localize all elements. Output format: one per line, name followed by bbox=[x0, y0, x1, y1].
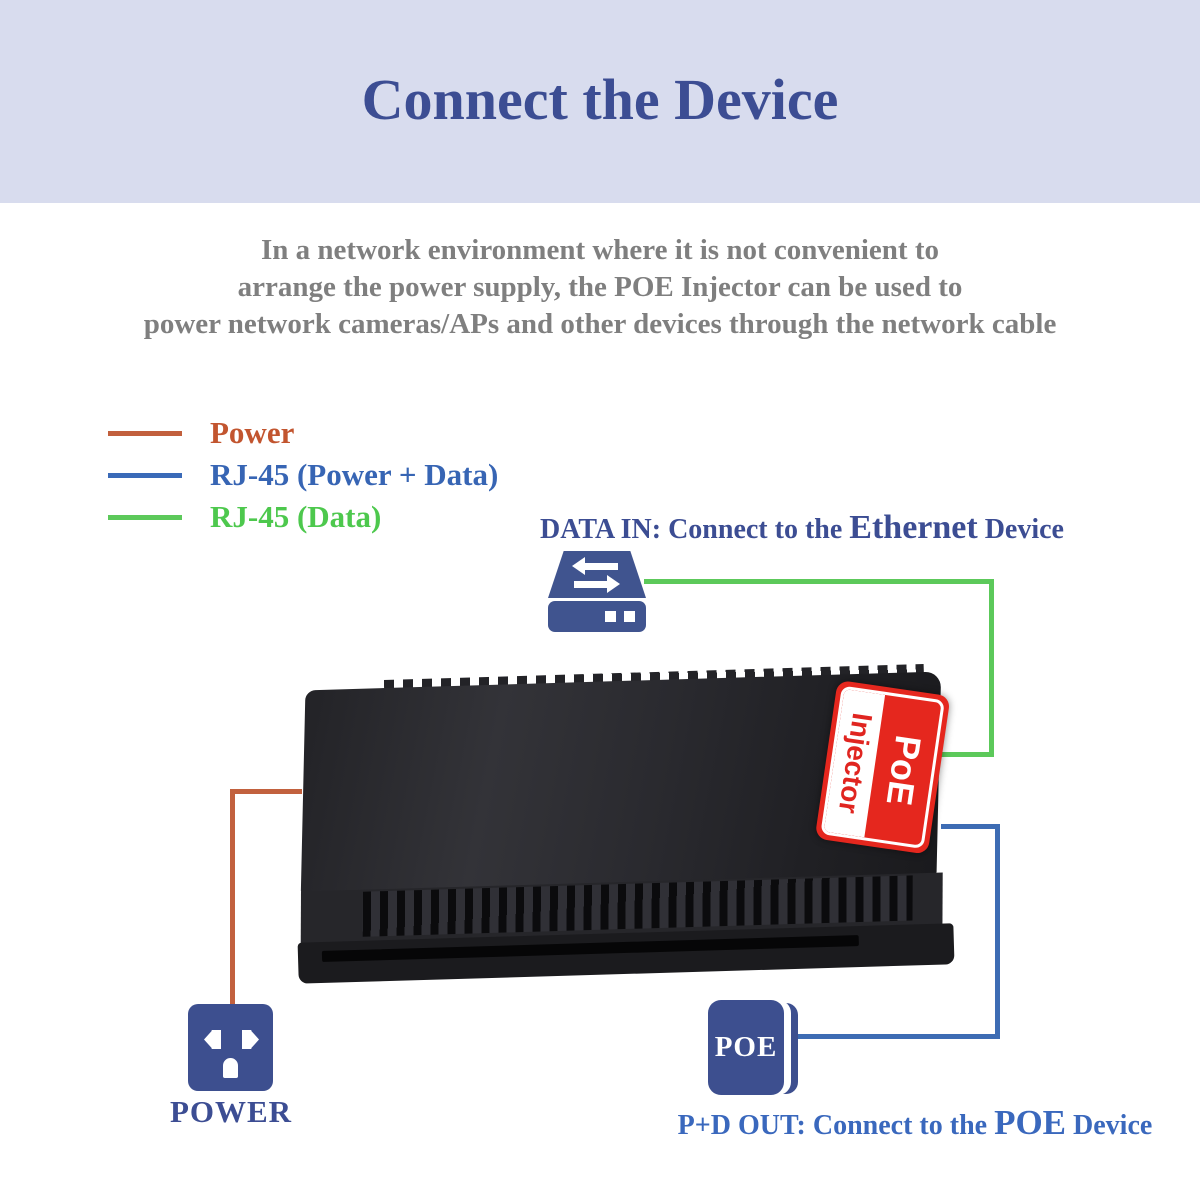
legend bbox=[108, 412, 498, 538]
switch-port-icon bbox=[605, 611, 616, 622]
intro-paragraph bbox=[0, 232, 1200, 343]
power-caption: POWER bbox=[169, 1094, 293, 1129]
legend-row-power bbox=[108, 412, 498, 454]
legend-label-rj45-power-data: RJ-45 (Power + Data) bbox=[210, 457, 499, 492]
data-in-caption-suffix: Device bbox=[977, 514, 1064, 545]
data-in-caption-prefix: DATA IN: Connect to the bbox=[540, 514, 850, 545]
intro-line-2: arrange the power supply, the POE Injector can be used to bbox=[237, 271, 963, 303]
outlet-slot-left bbox=[204, 1030, 221, 1049]
data-cable-horizontal-top bbox=[644, 579, 994, 584]
data-in-caption bbox=[540, 509, 1064, 547]
ethernet-switch-icon bbox=[548, 551, 646, 632]
legend-row-rj45-data bbox=[108, 496, 498, 538]
pd-out-caption-prefix: P+D OUT: Connect to the bbox=[677, 1110, 995, 1141]
page-title: Connect the Device bbox=[361, 67, 839, 132]
data-in-caption-emphasis: Ethernet bbox=[849, 509, 978, 546]
device-base-groove bbox=[322, 935, 859, 962]
switch-top-face bbox=[548, 551, 646, 598]
legend-row-rj45-power-data bbox=[108, 454, 498, 496]
outlet-slot-right bbox=[242, 1030, 259, 1049]
pd-out-caption-emphasis: POE bbox=[994, 1103, 1067, 1142]
poe-box-label: POE bbox=[714, 1031, 778, 1063]
legend-label-rj45-data: RJ-45 (Data) bbox=[210, 499, 382, 534]
power-cable-vertical bbox=[230, 789, 235, 1007]
switch-front-face bbox=[548, 601, 646, 632]
power-outlet-icon bbox=[188, 1004, 273, 1091]
sticker-poe-text: PoE bbox=[878, 732, 929, 808]
switch-port-icon bbox=[624, 611, 635, 622]
legend-label-power: Power bbox=[210, 415, 295, 450]
rj45-power-data-line-swatch-icon bbox=[108, 473, 182, 478]
pd-out-caption bbox=[678, 1103, 1153, 1143]
intro-line-3: power network cameras/APs and other devices through the network cable bbox=[143, 308, 1057, 340]
rj45-data-line-swatch-icon bbox=[108, 515, 182, 520]
power-data-cable-horizontal-bottom bbox=[791, 1034, 1000, 1039]
outlet-slot-ground bbox=[223, 1058, 238, 1078]
data-cable-vertical bbox=[989, 579, 994, 757]
poe-injector-sticker bbox=[815, 680, 951, 855]
poe-injector-device bbox=[287, 646, 958, 987]
intro-line-1: In a network environment where it is not convenient to bbox=[261, 234, 939, 266]
pd-out-caption-suffix: Device bbox=[1066, 1110, 1153, 1141]
sticker-injector-text: Injector bbox=[824, 689, 886, 837]
power-line-swatch-icon bbox=[108, 431, 182, 436]
power-data-cable-vertical bbox=[995, 824, 1000, 1039]
poe-device-box-icon bbox=[708, 1000, 784, 1095]
